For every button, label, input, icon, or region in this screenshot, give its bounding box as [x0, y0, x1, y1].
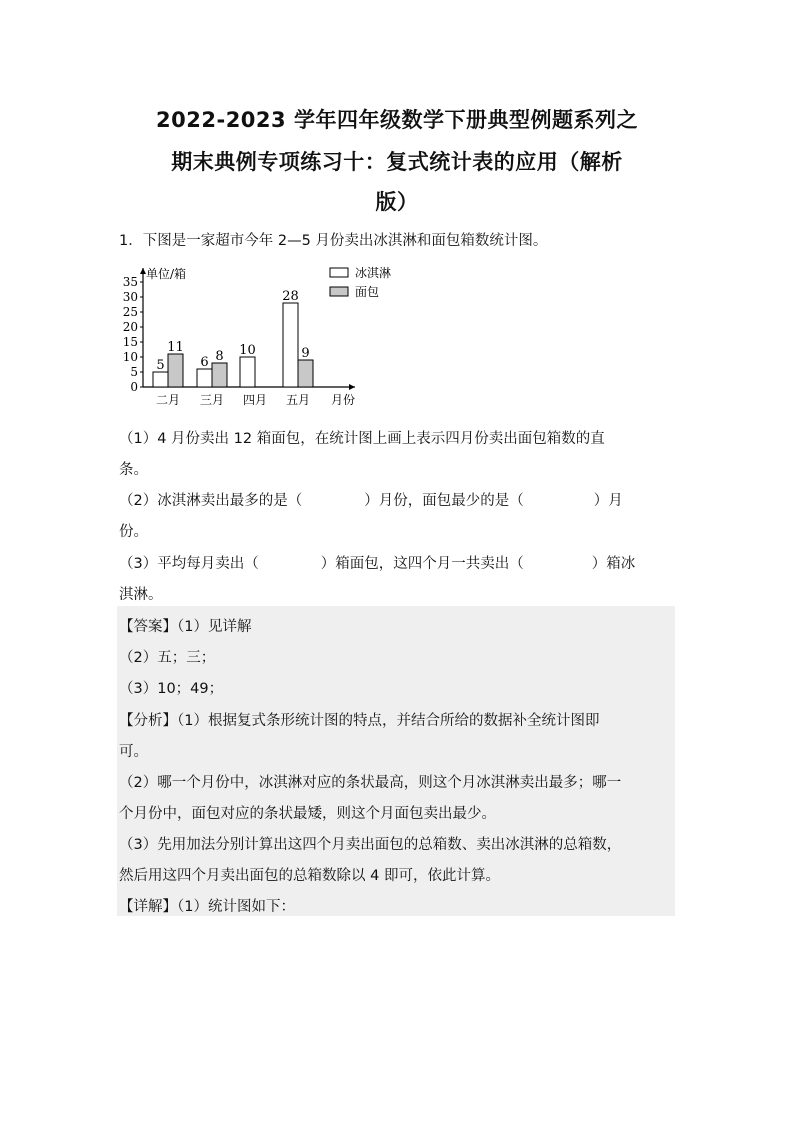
detail-label: 【详解】 [119, 899, 177, 915]
document-title-line-1: 2022-2023 学年四年级数学下册典型例题系列之 [156, 108, 638, 132]
analysis-label: 【分析】 [119, 713, 177, 729]
document-title-line-2: 期末典例专项练习十：复式统计表的应用（解析 [171, 150, 623, 174]
part3-line-b: 淇淋。 [119, 587, 163, 603]
analysis-line-2: 可。 [119, 744, 148, 760]
part3-text-2: ）箱面包，这四个月一共卖出（ [320, 556, 524, 572]
analysis-line-5: （3）先用加法分别计算出这四个月卖出面包的总箱数、卖出冰淇淋的总箱数， [119, 837, 622, 853]
bar-chart [117, 258, 392, 414]
y-tick-label: 20 [122, 320, 138, 334]
answer-line-1 [119, 615, 251, 636]
x-category-label: 三月 [199, 393, 225, 407]
bar-value-label: 9 [301, 346, 310, 361]
y-tick-label: 5 [130, 365, 138, 379]
part2-line-b: 份。 [119, 524, 148, 540]
part3-text-3: ）箱冰 [591, 556, 636, 572]
bar-value-label: 10 [239, 343, 256, 358]
bar [212, 363, 227, 387]
y-tick-label: 15 [122, 335, 138, 349]
y-tick-label: 35 [122, 275, 138, 289]
x-axis-label: 月份 [330, 393, 356, 407]
bar [153, 372, 168, 387]
bar-value-label: 11 [167, 340, 184, 355]
analysis-line-4: 个月份中，面包对应的条状最矮，则这个月面包卖出最少。 [119, 806, 496, 822]
question-text: 下图是一家超市今年 2—5 月份卖出冰淇淋和面包箱数统计图。 [142, 233, 548, 249]
y-axis-unit-label: 单位/箱 [146, 267, 187, 281]
question-number: 1． [119, 233, 143, 249]
answer-label: 【答案】 [119, 619, 177, 635]
part3-line-a [119, 552, 635, 573]
y-tick-label: 30 [122, 290, 138, 304]
x-category-label: 四月 [242, 393, 268, 407]
bar-value-label: 6 [200, 355, 209, 370]
part2-text-2: ）月份，面包最少的是（ [364, 493, 524, 509]
detail-line [119, 895, 295, 916]
bar-value-label: 8 [215, 349, 224, 364]
part2-line-a [119, 489, 623, 510]
y-tick-label: 0 [130, 380, 138, 394]
legend-swatch [330, 287, 348, 296]
analysis-line-1 [119, 709, 599, 730]
bar [240, 357, 255, 387]
analysis-line-6: 然后用这四个月卖出面包的总箱数除以 4 即可，依此计算。 [119, 868, 500, 884]
analysis-text-1: （1）根据复式条形统计图的特点，并结合所给的数据补全统计图即 [177, 713, 600, 729]
y-tick-label: 10 [122, 350, 138, 364]
bar-value-label: 28 [282, 289, 299, 304]
x-category-label: 五月 [285, 393, 311, 407]
bar [168, 354, 183, 387]
legend-label: 面包 [355, 285, 380, 299]
question-stem [119, 229, 547, 250]
answer-line-2: （2）五；三； [119, 650, 216, 666]
document-title-line-3: 版） [375, 190, 419, 214]
x-category-label: 二月 [155, 393, 181, 407]
answer-line-3: （3）10；49； [119, 681, 224, 697]
legend-swatch [330, 268, 348, 277]
part3-text-1: （3）平均每月卖出（ [119, 556, 259, 572]
part1-line-b: 条。 [119, 462, 148, 478]
answer-item-1: （1）见详解 [177, 619, 252, 635]
bar [283, 303, 298, 387]
bar [197, 369, 212, 387]
analysis-line-3: （2）哪一个月份中，冰淇淋对应的条状最高，则这个月冰淇淋卖出最多；哪一 [119, 775, 622, 791]
bar-value-label: 5 [156, 358, 165, 373]
part1-line-a: （1）4 月份卖出 12 箱面包，在统计图上画上表示四月份卖出面包箱数的直 [119, 431, 605, 447]
part2-text-1: （2）冰淇淋卖出最多的是（ [119, 493, 303, 509]
x-axis-arrow [349, 384, 355, 390]
part2-text-3: ）月 [593, 493, 623, 509]
legend-label: 冰淇淋 [355, 266, 392, 280]
y-tick-label: 25 [122, 305, 138, 319]
bar [298, 360, 313, 387]
detail-text: （1）统计图如下： [177, 899, 295, 915]
